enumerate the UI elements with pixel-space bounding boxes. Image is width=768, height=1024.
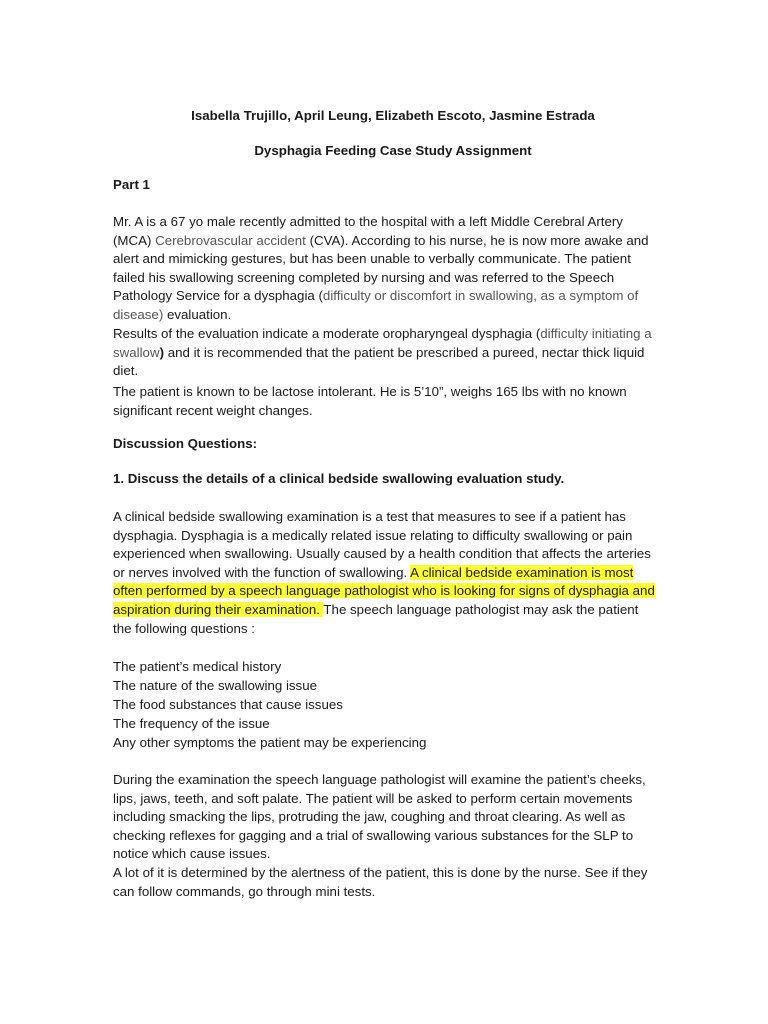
intro-line: alert and mimicking gestures, but has been unable to verbally communicate. The patient [113,251,631,267]
intro-text: Pathology Service for a dysphagia ( [113,288,323,304]
intro-gray-text: disease) [113,306,164,322]
part-heading: Part 1 [113,177,150,192]
results-gray-text: swallow [113,344,160,360]
answer-paragraph [113,508,673,638]
exam-line: A lot of it is determined by the alertness of the patient, this is done by the nurse. See if they [113,864,648,880]
answer-line: dysphagia. Dysphagia is a medically related issue relating to difficulty swallowing or pain [113,527,633,543]
answer-line: experienced when swallowing. Usually caused by a health condition that affects the arteries [113,546,651,562]
discussion-heading: Discussion Questions: [113,436,258,451]
exam-line: checking reflexes for gagging and a trial of swallowing various substances for the SLP to [113,827,634,843]
results-gray-text: difficulty initiating a [540,326,652,341]
list-item: Any other symptoms the patient may be experiencing [113,735,427,750]
results-paragraph [113,325,673,381]
document-title: Dysphagia Feeding Case Study Assignment [254,143,532,158]
exam-line: During the examination the speech language pathologist will examine the patient’s cheeks, [113,772,646,787]
exam-line: notice which cause issues. [113,846,271,862]
results-text: Results of the evaluation indicate a moderate oropharyngeal dysphagia ( [113,326,541,341]
highlighted-text: aspiration during their examination. [113,601,324,617]
patient-line: The patient is known to be lactose intolerant. He is 5’10”, weighs 165 lbs with no known [113,384,627,399]
patient-line: significant recent weight changes. [113,402,313,418]
intro-text: (CVA). According to his nurse, he is now more awake and [305,232,649,248]
question-1: 1. Discuss the details of a clinical bedside swallowing evaluation study. [113,471,565,486]
exam-line: can follow commands, go through mini tests. [113,883,376,899]
intro-line: Mr. A is a 67 yo male recently admitted to the hospital with a left Middle Cerebral Artery [113,214,623,229]
authors-line: Isabella Trujillo, April Leung, Elizabeth Escoto, Jasmine Estrada [191,108,595,123]
list-item: The food substances that cause issues [113,697,343,712]
answer-line: the following questions : [113,620,255,636]
list-item: The patient’s medical history [113,659,282,674]
list-item: The nature of the swallowing issue [113,678,317,693]
intro-text: (MCA) [113,232,156,248]
exam-line: lips, jaws, teeth, and soft palate. The patient will be asked to perform certain movements [113,790,633,806]
results-text: and it is recommended that the patient be prescribed a pureed, nectar thick liquid [164,344,645,360]
results-bold-paren: ) [159,344,164,360]
results-line: diet. [113,363,139,379]
answer-line: A clinical bedside swallowing examination is a test that measures to see if a patient has [113,509,626,524]
highlighted-text: often performed by a speech language pathologist who is looking for signs of dysphagia and [113,583,655,599]
intro-text: evaluation. [163,306,232,322]
highlighted-text: A clinical bedside examination is most [410,564,634,580]
exam-line: including smacking the lips, protruding the jaw, coughing and throat clearing. As well as [113,809,626,825]
list-item: The frequency of the issue [113,716,270,731]
patient-paragraph [113,383,673,420]
answer-text: or nerves involved with the function of swallowing. [113,564,411,580]
exam-paragraph [113,771,673,901]
answer-text: The speech language pathologist may ask the patient [323,601,639,617]
intro-paragraph [113,213,673,325]
intro-line: failed his swallowing screening completed by nursing and was referred to the Speech [113,269,615,285]
intro-gray-text: difficulty or discomfort in swallowing, as a symptom of [322,288,639,304]
intro-gray-text: Cerebrovascular accident [155,232,306,248]
